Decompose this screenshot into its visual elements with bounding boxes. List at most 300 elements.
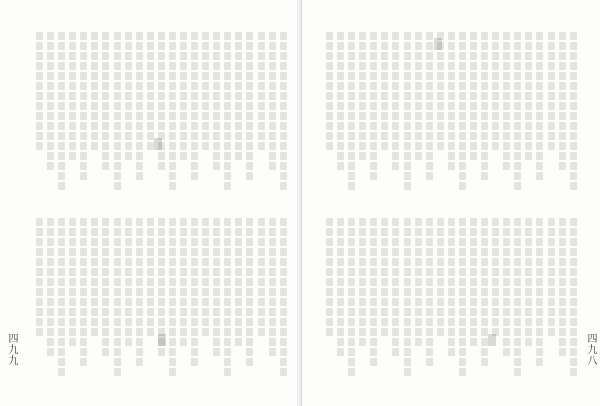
glyph-placeholder — [114, 368, 121, 376]
glyph-placeholder — [224, 298, 231, 306]
glyph-placeholder — [136, 338, 143, 346]
glyph-placeholder — [169, 142, 176, 150]
glyph-placeholder — [503, 228, 510, 236]
text-column — [246, 32, 254, 198]
glyph-placeholder — [448, 42, 455, 50]
glyph-placeholder — [114, 92, 121, 100]
glyph-placeholder — [58, 102, 65, 110]
glyph-placeholder — [470, 52, 477, 60]
glyph-placeholder — [114, 308, 121, 316]
glyph-placeholder — [415, 288, 422, 296]
text-column — [337, 32, 345, 198]
glyph-placeholder — [58, 42, 65, 50]
glyph-placeholder — [80, 142, 87, 150]
glyph-placeholder — [258, 62, 265, 70]
glyph-placeholder — [536, 328, 543, 336]
glyph-placeholder — [570, 52, 577, 60]
glyph-placeholder — [58, 92, 65, 100]
glyph-placeholder — [69, 288, 76, 296]
glyph-placeholder — [536, 162, 543, 170]
glyph-placeholder — [47, 42, 54, 50]
glyph-placeholder — [337, 72, 344, 80]
text-column — [102, 32, 110, 198]
glyph-placeholder — [258, 318, 265, 326]
glyph-placeholder — [492, 238, 499, 246]
glyph-placeholder — [492, 132, 499, 140]
glyph-placeholder — [136, 308, 143, 316]
glyph-placeholder — [258, 258, 265, 266]
glyph-placeholder — [91, 32, 98, 40]
glyph-placeholder — [246, 218, 253, 226]
glyph-placeholder — [481, 228, 488, 236]
glyph-placeholder — [125, 328, 132, 336]
glyph-placeholder — [158, 308, 165, 316]
glyph-placeholder — [47, 268, 54, 276]
glyph-placeholder — [448, 142, 455, 150]
glyph-placeholder — [370, 152, 377, 160]
glyph-placeholder — [58, 338, 65, 346]
glyph-placeholder — [114, 52, 121, 60]
glyph-placeholder — [58, 358, 65, 366]
text-column — [114, 32, 122, 198]
glyph-placeholder — [448, 278, 455, 286]
glyph-placeholder — [381, 112, 388, 120]
glyph-placeholder — [224, 72, 231, 80]
glyph-placeholder — [36, 258, 43, 266]
glyph-placeholder — [392, 218, 399, 226]
text-column — [348, 218, 356, 384]
glyph-placeholder — [269, 248, 276, 256]
glyph-placeholder — [525, 52, 532, 60]
glyph-placeholder — [359, 228, 366, 236]
glyph-placeholder — [147, 328, 154, 336]
text-column — [359, 32, 367, 198]
glyph-placeholder — [448, 162, 455, 170]
glyph-placeholder — [503, 152, 510, 160]
glyph-placeholder — [415, 268, 422, 276]
glyph-placeholder — [570, 172, 577, 180]
glyph-placeholder — [514, 338, 521, 346]
glyph-placeholder — [426, 82, 433, 90]
glyph-placeholder — [136, 152, 143, 160]
glyph-placeholder — [459, 162, 466, 170]
glyph-placeholder — [326, 142, 333, 150]
glyph-placeholder — [492, 308, 499, 316]
glyph-placeholder — [426, 172, 433, 180]
glyph-placeholder — [191, 338, 198, 346]
glyph-placeholder — [36, 268, 43, 276]
glyph-placeholder — [548, 42, 555, 50]
glyph-placeholder — [80, 258, 87, 266]
glyph-placeholder — [125, 238, 132, 246]
glyph-placeholder — [404, 102, 411, 110]
glyph-placeholder — [114, 102, 121, 110]
glyph-placeholder — [114, 288, 121, 296]
glyph-placeholder — [392, 338, 399, 346]
glyph-placeholder — [525, 132, 532, 140]
glyph-placeholder — [381, 32, 388, 40]
glyph-placeholder — [514, 258, 521, 266]
text-column — [570, 218, 578, 384]
glyph-placeholder — [415, 228, 422, 236]
glyph-placeholder — [481, 172, 488, 180]
glyph-placeholder — [570, 348, 577, 356]
glyph-placeholder — [348, 122, 355, 130]
glyph-placeholder — [136, 218, 143, 226]
glyph-placeholder — [91, 218, 98, 226]
glyph-placeholder — [392, 132, 399, 140]
glyph-placeholder — [548, 122, 555, 130]
glyph-placeholder — [448, 82, 455, 90]
glyph-placeholder — [69, 112, 76, 120]
glyph-placeholder — [525, 328, 532, 336]
text-column — [224, 218, 232, 384]
glyph-placeholder — [180, 278, 187, 286]
glyph-placeholder — [169, 92, 176, 100]
glyph-placeholder — [359, 92, 366, 100]
text-column — [481, 218, 489, 384]
glyph-placeholder — [224, 162, 231, 170]
glyph-placeholder — [246, 338, 253, 346]
glyph-placeholder — [392, 268, 399, 276]
glyph-placeholder — [525, 82, 532, 90]
glyph-placeholder — [280, 298, 287, 306]
glyph-placeholder — [80, 102, 87, 110]
glyph-placeholder — [514, 142, 521, 150]
glyph-placeholder — [415, 258, 422, 266]
glyph-placeholder — [80, 172, 87, 180]
glyph-placeholder — [213, 338, 220, 346]
text-column — [36, 218, 44, 384]
glyph-placeholder — [392, 152, 399, 160]
glyph-placeholder — [459, 348, 466, 356]
glyph-placeholder — [437, 132, 444, 140]
glyph-placeholder — [69, 152, 76, 160]
glyph-placeholder — [169, 122, 176, 130]
glyph-placeholder — [246, 122, 253, 130]
glyph-placeholder — [136, 112, 143, 120]
glyph-placeholder — [114, 248, 121, 256]
glyph-placeholder — [224, 248, 231, 256]
glyph-placeholder — [147, 278, 154, 286]
glyph-placeholder — [102, 142, 109, 150]
glyph-placeholder — [169, 32, 176, 40]
glyph-placeholder — [36, 82, 43, 90]
glyph-placeholder — [258, 218, 265, 226]
glyph-placeholder — [392, 298, 399, 306]
glyph-placeholder — [326, 258, 333, 266]
glyph-placeholder — [348, 218, 355, 226]
glyph-placeholder — [448, 132, 455, 140]
glyph-placeholder — [246, 268, 253, 276]
glyph-placeholder — [559, 122, 566, 130]
glyph-placeholder — [136, 62, 143, 70]
glyph-placeholder — [459, 92, 466, 100]
glyph-placeholder — [370, 92, 377, 100]
glyph-placeholder — [269, 32, 276, 40]
glyph-placeholder — [370, 218, 377, 226]
glyph-placeholder — [426, 112, 433, 120]
glyph-placeholder — [570, 278, 577, 286]
glyph-placeholder — [258, 268, 265, 276]
glyph-placeholder — [404, 278, 411, 286]
glyph-placeholder — [514, 62, 521, 70]
glyph-placeholder — [269, 258, 276, 266]
glyph-placeholder — [548, 92, 555, 100]
text-column — [381, 218, 389, 384]
glyph-placeholder — [514, 152, 521, 160]
glyph-placeholder — [136, 122, 143, 130]
glyph-placeholder — [280, 338, 287, 346]
glyph-placeholder — [415, 238, 422, 246]
glyph-placeholder — [269, 238, 276, 246]
glyph-placeholder — [246, 62, 253, 70]
glyph-placeholder — [470, 298, 477, 306]
glyph-placeholder — [448, 62, 455, 70]
glyph-placeholder — [570, 32, 577, 40]
glyph-placeholder — [503, 102, 510, 110]
glyph-placeholder — [381, 82, 388, 90]
glyph-placeholder — [548, 328, 555, 336]
glyph-placeholder — [348, 268, 355, 276]
text-column — [169, 32, 177, 198]
glyph-placeholder — [348, 338, 355, 346]
glyph-placeholder — [169, 338, 176, 346]
glyph-placeholder — [47, 102, 54, 110]
glyph-placeholder — [169, 278, 176, 286]
glyph-placeholder — [370, 358, 377, 366]
text-column — [415, 32, 423, 198]
glyph-placeholder — [224, 338, 231, 346]
glyph-placeholder — [180, 268, 187, 276]
glyph-placeholder — [503, 338, 510, 346]
glyph-placeholder — [280, 132, 287, 140]
glyph-placeholder — [147, 248, 154, 256]
glyph-placeholder — [337, 248, 344, 256]
glyph-placeholder — [548, 132, 555, 140]
glyph-placeholder — [180, 32, 187, 40]
text-column — [525, 218, 533, 384]
glyph-placeholder — [191, 328, 198, 336]
glyph-placeholder — [381, 62, 388, 70]
glyph-placeholder — [47, 92, 54, 100]
glyph-placeholder — [224, 348, 231, 356]
glyph-placeholder — [481, 298, 488, 306]
glyph-placeholder — [102, 152, 109, 160]
glyph-placeholder — [348, 82, 355, 90]
glyph-placeholder — [415, 298, 422, 306]
glyph-placeholder — [224, 358, 231, 366]
glyph-placeholder — [69, 278, 76, 286]
glyph-placeholder — [348, 248, 355, 256]
glyph-placeholder — [280, 42, 287, 50]
glyph-placeholder — [58, 218, 65, 226]
glyph-placeholder — [370, 52, 377, 60]
left-lower-text-block — [36, 218, 288, 384]
glyph-placeholder — [191, 102, 198, 110]
text-column — [404, 32, 412, 198]
glyph-placeholder — [492, 42, 499, 50]
glyph-placeholder — [269, 132, 276, 140]
glyph-placeholder — [280, 248, 287, 256]
glyph-placeholder — [514, 72, 521, 80]
glyph-placeholder — [426, 32, 433, 40]
glyph-placeholder — [224, 268, 231, 276]
glyph-placeholder — [158, 268, 165, 276]
glyph-placeholder — [459, 182, 466, 190]
glyph-placeholder — [426, 122, 433, 130]
glyph-placeholder — [503, 288, 510, 296]
text-column — [392, 218, 400, 384]
glyph-placeholder — [169, 132, 176, 140]
glyph-placeholder — [459, 238, 466, 246]
glyph-placeholder — [503, 52, 510, 60]
glyph-placeholder — [481, 72, 488, 80]
glyph-placeholder — [404, 72, 411, 80]
glyph-placeholder — [169, 112, 176, 120]
glyph-placeholder — [58, 172, 65, 180]
glyph-placeholder — [348, 152, 355, 160]
glyph-placeholder — [370, 62, 377, 70]
glyph-placeholder — [58, 288, 65, 296]
glyph-placeholder — [80, 152, 87, 160]
glyph-placeholder — [36, 298, 43, 306]
glyph-placeholder — [269, 72, 276, 80]
glyph-placeholder — [381, 92, 388, 100]
glyph-placeholder — [481, 112, 488, 120]
glyph-placeholder — [158, 92, 165, 100]
glyph-placeholder — [559, 278, 566, 286]
glyph-placeholder — [202, 92, 209, 100]
text-column — [326, 218, 334, 384]
glyph-placeholder — [258, 102, 265, 110]
glyph-placeholder — [136, 32, 143, 40]
glyph-placeholder — [158, 278, 165, 286]
glyph-placeholder — [269, 288, 276, 296]
glyph-placeholder — [370, 42, 377, 50]
text-column — [415, 218, 423, 384]
glyph-placeholder — [91, 288, 98, 296]
glyph-placeholder — [559, 92, 566, 100]
glyph-placeholder — [80, 162, 87, 170]
glyph-placeholder — [370, 318, 377, 326]
glyph-placeholder — [125, 268, 132, 276]
glyph-placeholder — [158, 52, 165, 60]
glyph-placeholder — [525, 318, 532, 326]
glyph-placeholder — [437, 82, 444, 90]
glyph-placeholder — [246, 228, 253, 236]
glyph-placeholder — [224, 368, 231, 376]
glyph-placeholder — [191, 318, 198, 326]
glyph-placeholder — [492, 228, 499, 236]
glyph-placeholder — [191, 62, 198, 70]
glyph-placeholder — [202, 298, 209, 306]
glyph-placeholder — [147, 92, 154, 100]
glyph-placeholder — [36, 62, 43, 70]
glyph-placeholder — [570, 102, 577, 110]
glyph-placeholder — [158, 258, 165, 266]
glyph-placeholder — [470, 258, 477, 266]
glyph-placeholder — [448, 238, 455, 246]
glyph-placeholder — [381, 132, 388, 140]
glyph-placeholder — [459, 288, 466, 296]
glyph-placeholder — [235, 238, 242, 246]
glyph-placeholder — [58, 228, 65, 236]
glyph-placeholder — [392, 278, 399, 286]
glyph-placeholder — [246, 288, 253, 296]
glyph-placeholder — [448, 348, 455, 356]
text-column — [459, 32, 467, 198]
glyph-placeholder — [191, 142, 198, 150]
glyph-placeholder — [246, 348, 253, 356]
glyph-placeholder — [191, 162, 198, 170]
glyph-placeholder — [548, 62, 555, 70]
glyph-placeholder — [348, 92, 355, 100]
glyph-placeholder — [548, 238, 555, 246]
glyph-placeholder — [426, 52, 433, 60]
glyph-placeholder — [503, 298, 510, 306]
glyph-placeholder — [326, 278, 333, 286]
text-column — [114, 218, 122, 384]
glyph-placeholder — [525, 298, 532, 306]
glyph-placeholder — [348, 308, 355, 316]
glyph-placeholder — [147, 112, 154, 120]
text-column — [559, 32, 567, 198]
glyph-placeholder — [224, 92, 231, 100]
glyph-placeholder — [258, 298, 265, 306]
glyph-placeholder — [58, 82, 65, 90]
glyph-placeholder — [224, 52, 231, 60]
glyph-placeholder — [280, 308, 287, 316]
glyph-placeholder — [337, 92, 344, 100]
left-lower-seal — [158, 334, 166, 346]
glyph-placeholder — [224, 142, 231, 150]
glyph-placeholder — [459, 62, 466, 70]
glyph-placeholder — [359, 338, 366, 346]
text-column — [258, 218, 266, 384]
glyph-placeholder — [180, 308, 187, 316]
glyph-placeholder — [514, 82, 521, 90]
glyph-placeholder — [36, 32, 43, 40]
glyph-placeholder — [235, 72, 242, 80]
glyph-placeholder — [191, 298, 198, 306]
glyph-placeholder — [503, 318, 510, 326]
glyph-placeholder — [570, 238, 577, 246]
text-column — [80, 32, 88, 198]
glyph-placeholder — [213, 52, 220, 60]
glyph-placeholder — [91, 62, 98, 70]
glyph-placeholder — [235, 112, 242, 120]
glyph-placeholder — [91, 328, 98, 336]
glyph-placeholder — [224, 82, 231, 90]
glyph-placeholder — [437, 328, 444, 336]
glyph-placeholder — [180, 318, 187, 326]
glyph-placeholder — [125, 92, 132, 100]
glyph-placeholder — [559, 318, 566, 326]
glyph-placeholder — [224, 122, 231, 130]
glyph-placeholder — [392, 328, 399, 336]
glyph-placeholder — [235, 42, 242, 50]
glyph-placeholder — [235, 258, 242, 266]
glyph-placeholder — [392, 248, 399, 256]
glyph-placeholder — [169, 182, 176, 190]
glyph-placeholder — [125, 228, 132, 236]
glyph-placeholder — [404, 92, 411, 100]
glyph-placeholder — [337, 278, 344, 286]
text-column — [47, 218, 55, 384]
glyph-placeholder — [102, 112, 109, 120]
glyph-placeholder — [548, 32, 555, 40]
